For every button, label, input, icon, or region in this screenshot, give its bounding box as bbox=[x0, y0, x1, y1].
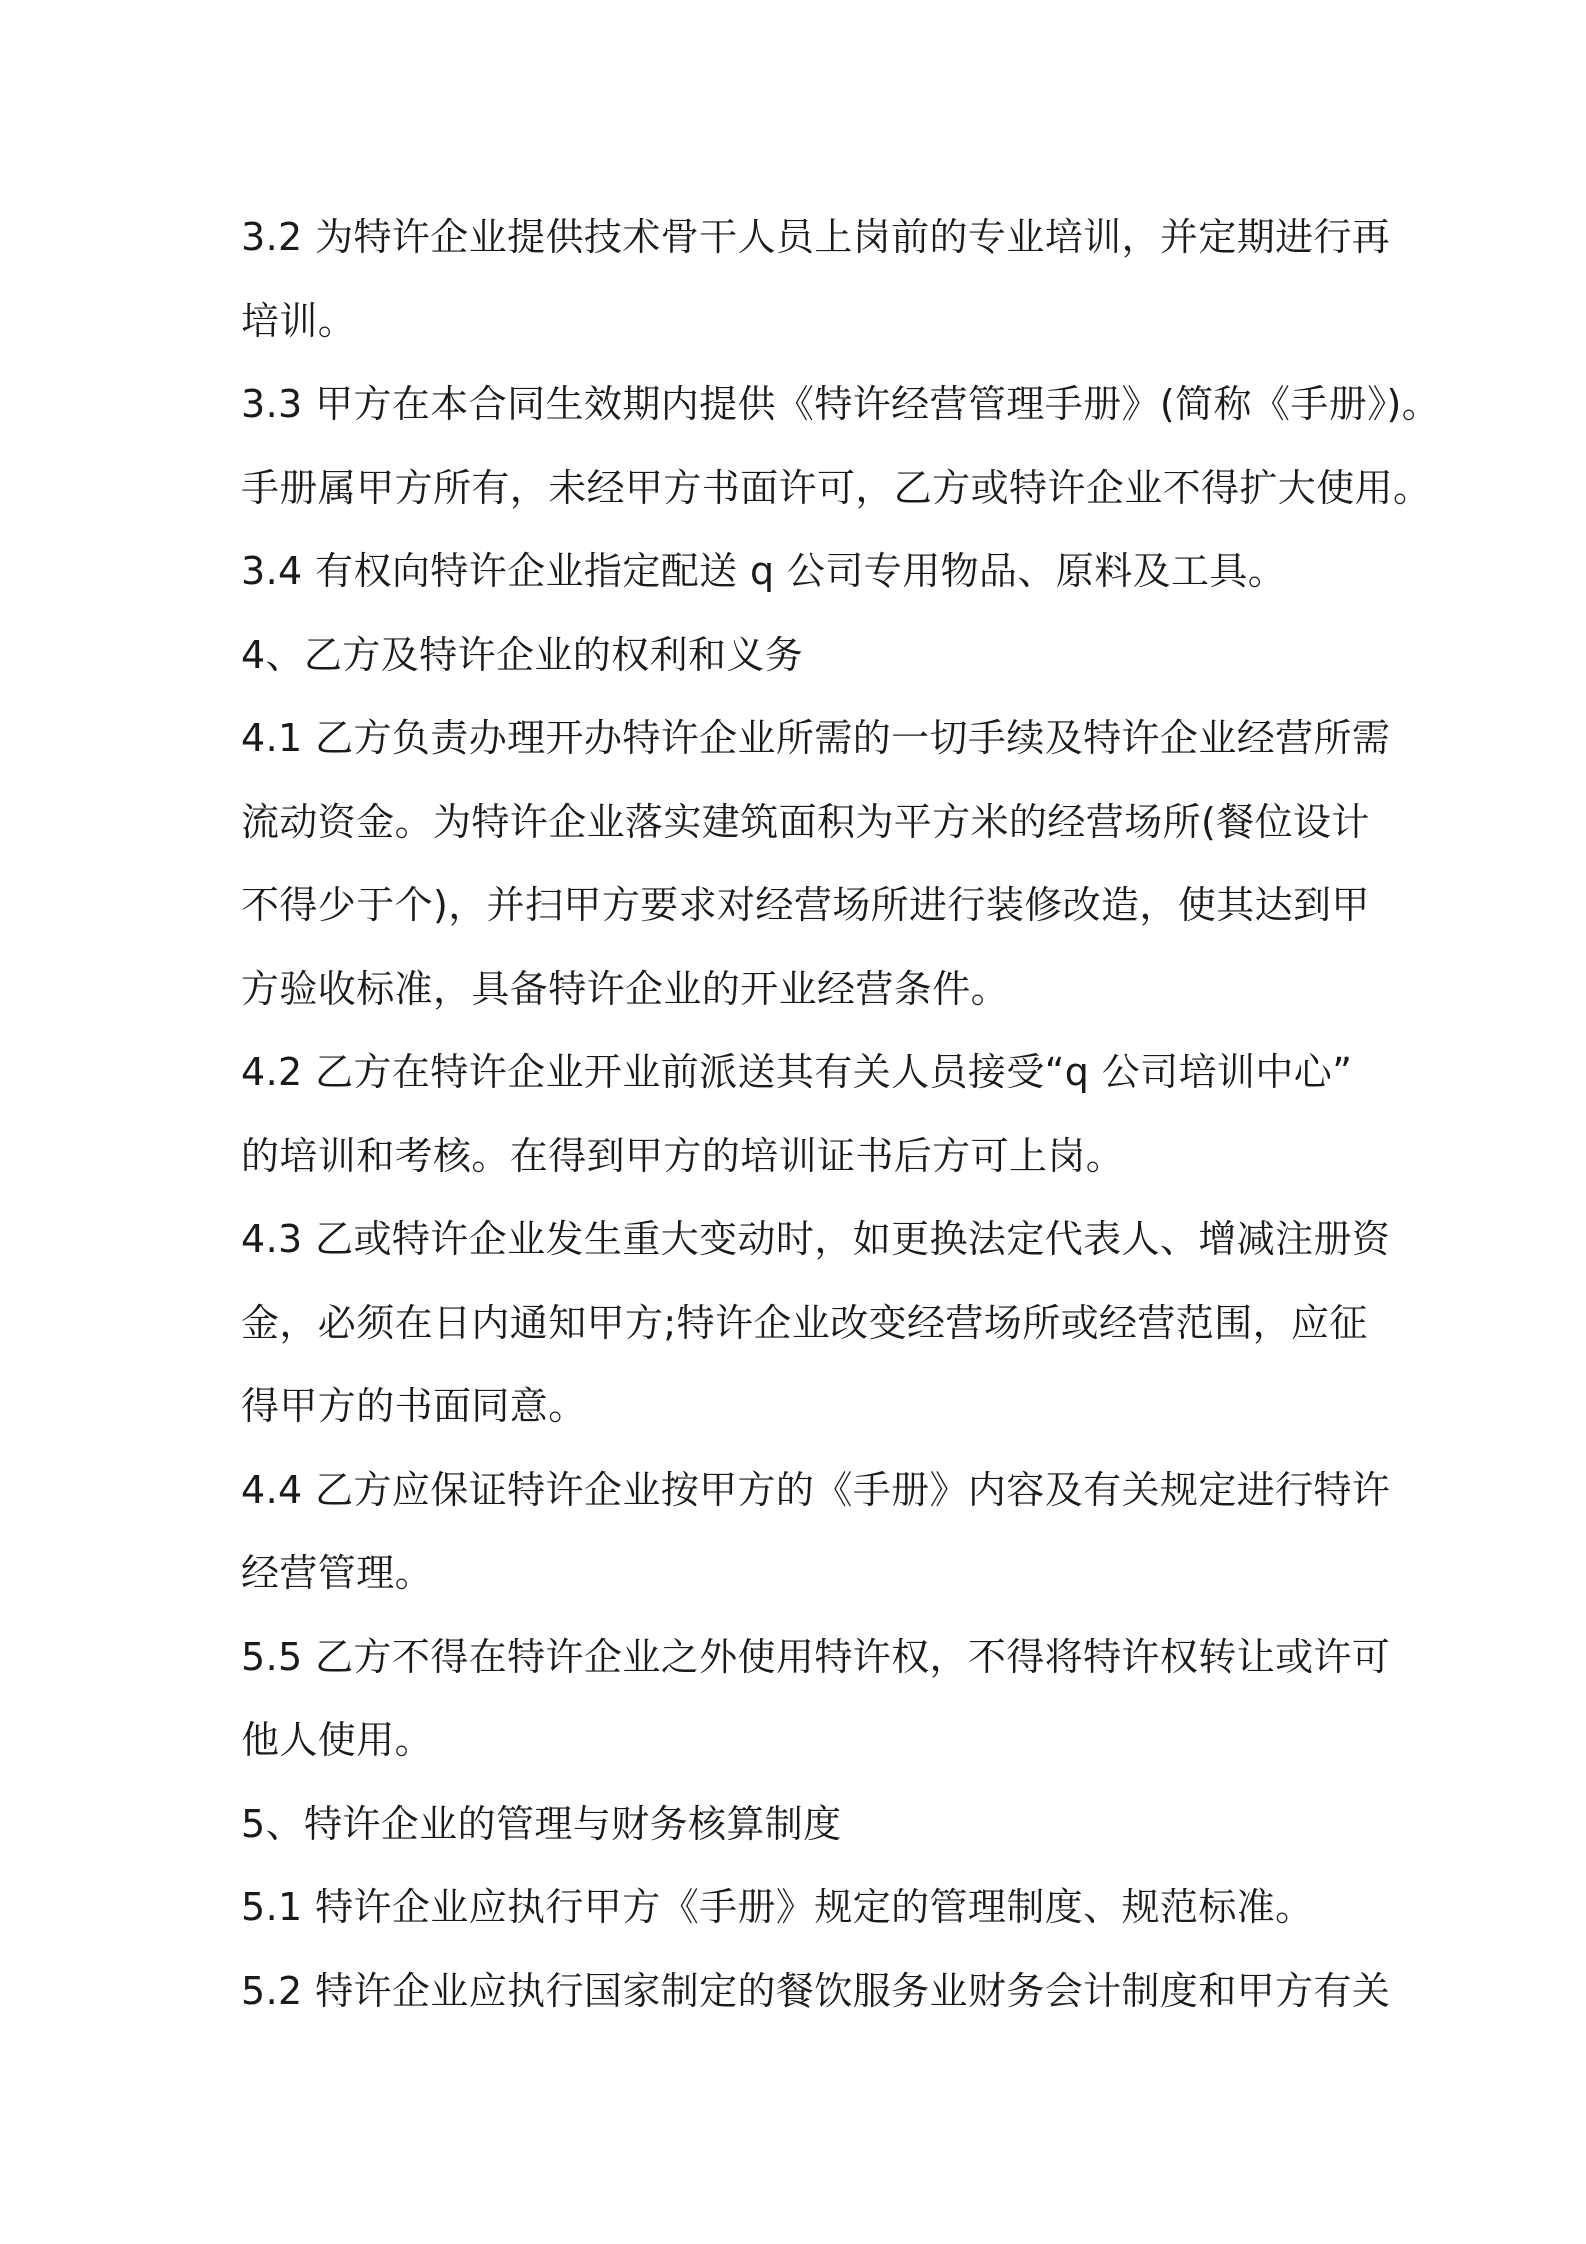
text-line: 金，必须在日内通知甲方;特许企业改变经营场所或经营范围，应征 bbox=[241, 1300, 1368, 1345]
section-heading: 4、乙方及特许企业的权利和义务 bbox=[241, 632, 804, 677]
section-heading: 5、特许企业的管理与财务核算制度 bbox=[241, 1801, 842, 1846]
text-line: 他人使用。 bbox=[241, 1718, 434, 1762]
text-line: 4.4 乙方应保证特许企业按甲方的《手册》内容及有关规定进行特许 bbox=[241, 1467, 1391, 1512]
document-body bbox=[241, 196, 1441, 2033]
text-line: 培训。 bbox=[241, 298, 357, 343]
text-line: 3.4 有权向特许企业指定配送 q 公司专用物品、原料及工具。 bbox=[241, 549, 1287, 593]
text-line: 得甲方的书面同意。 bbox=[241, 1384, 587, 1428]
text-line: 3.3 甲方在本合同生效期内提供《特许经营管理手册》(简称《手册》)。 bbox=[241, 382, 1441, 426]
text-line: 流动资金。为特许企业落实建筑面积为平方米的经营场所(餐位设计 bbox=[241, 799, 1370, 844]
text-line: 方验收标准，具备特许企业的开业经营条件。 bbox=[241, 966, 1010, 1011]
text-line: 5.2 特许企业应执行国家制定的餐饮服务业财务会计制度和甲方有关 bbox=[241, 1968, 1391, 2013]
text-line: 4.2 乙方在特许企业开业前派送其有关人员接受“q 公司培训中心” bbox=[241, 1050, 1353, 1094]
text-line: 手册属甲方所有，未经甲方书面许可，乙方或特许企业不得扩大使用。 bbox=[241, 465, 1432, 510]
text-line: 不得少于个)，并扫甲方要求对经营场所进行装修改造，使其达到甲 bbox=[241, 883, 1370, 927]
text-line: 的培训和考核。在得到甲方的培训证书后方可上岗。 bbox=[241, 1133, 1125, 1178]
text-line: 5.5 乙方不得在特许企业之外使用特许权，不得将特许权转让或许可 bbox=[241, 1634, 1391, 1679]
text-line: 4.1 乙方负责办理开办特许企业所需的一切手续及特许企业经营所需 bbox=[241, 716, 1391, 760]
text-line: 3.2 为特许企业提供技术骨干人员上岗前的专业培训，并定期进行再 bbox=[241, 215, 1391, 259]
text-line: 4.3 乙或特许企业发生重大变动时，如更换法定代表人、增减注册资 bbox=[241, 1217, 1391, 1261]
text-line: 5.1 特许企业应执行甲方《手册》规定的管理制度、规范标准。 bbox=[241, 1885, 1314, 1929]
text-line: 经营管理。 bbox=[241, 1551, 434, 1595]
